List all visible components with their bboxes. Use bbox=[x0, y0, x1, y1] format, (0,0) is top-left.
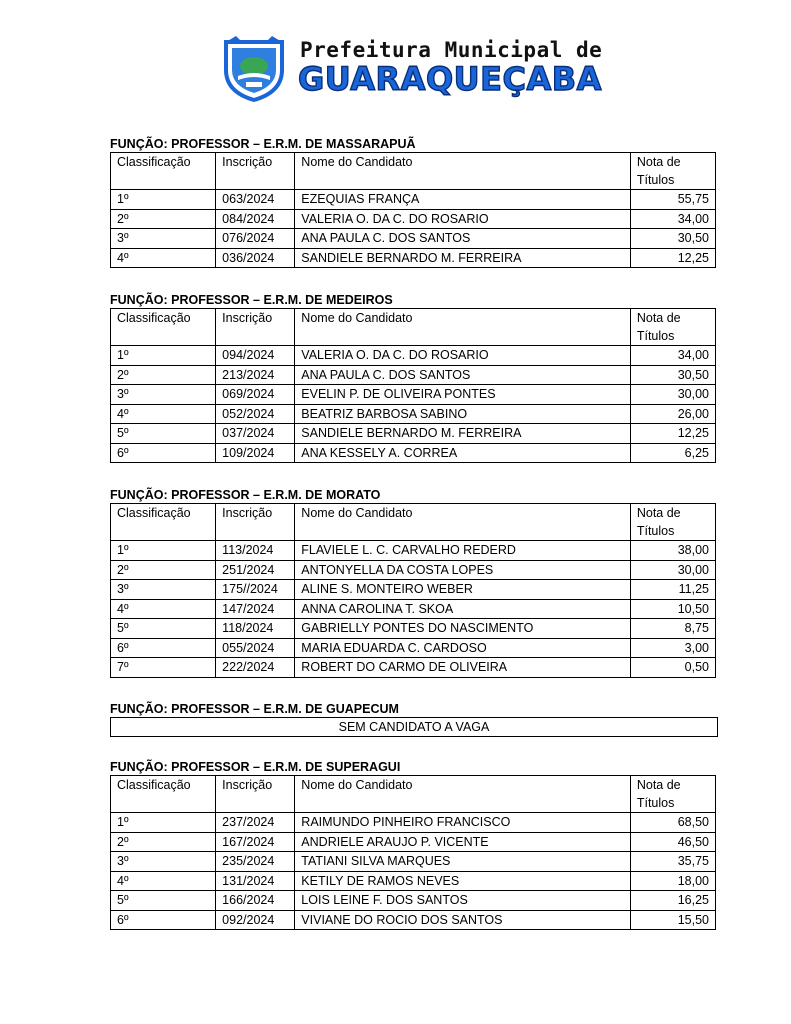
cell-nome: KETILY DE RAMOS NEVES bbox=[295, 871, 631, 891]
cell-rank: 2º bbox=[111, 209, 216, 229]
cell-nome: ALINE S. MONTEIRO WEBER bbox=[295, 580, 631, 600]
col-header-inscricao: Inscrição bbox=[216, 776, 295, 813]
cell-inscricao: 076/2024 bbox=[216, 229, 295, 249]
cell-nome: BEATRIZ BARBOSA SABINO bbox=[295, 404, 631, 424]
cell-inscricao: 109/2024 bbox=[216, 443, 295, 463]
table-row bbox=[111, 599, 716, 619]
cell-nota: 30,00 bbox=[630, 560, 715, 580]
cell-inscricao: 113/2024 bbox=[216, 541, 295, 561]
cell-rank: 6º bbox=[111, 910, 216, 930]
cell-nota: 38,00 bbox=[630, 541, 715, 561]
cell-nome: SANDIELE BERNARDO M. FERREIRA bbox=[295, 424, 631, 444]
cell-rank: 2º bbox=[111, 832, 216, 852]
ranking-table bbox=[110, 308, 716, 463]
table-row bbox=[111, 560, 716, 580]
cell-inscricao: 036/2024 bbox=[216, 248, 295, 268]
col-header-classificacao: Classificação bbox=[111, 153, 216, 190]
cell-nota: 6,25 bbox=[630, 443, 715, 463]
cell-nome: ANNA CAROLINA T. SKOA bbox=[295, 599, 631, 619]
table-row bbox=[111, 404, 716, 424]
col-header-nota: Nota de Títulos bbox=[630, 504, 715, 541]
table-row bbox=[111, 813, 716, 833]
col-header-nome: Nome do Candidato bbox=[295, 776, 631, 813]
col-header-nome: Nome do Candidato bbox=[295, 504, 631, 541]
table-row bbox=[111, 910, 716, 930]
section-morato bbox=[110, 487, 718, 678]
cell-rank: 4º bbox=[111, 248, 216, 268]
cell-nome: EZEQUIAS FRANÇA bbox=[295, 190, 631, 210]
cell-inscricao: 213/2024 bbox=[216, 365, 295, 385]
cell-nota: 16,25 bbox=[630, 891, 715, 911]
section-medeiros bbox=[110, 292, 718, 463]
cell-inscricao: 037/2024 bbox=[216, 424, 295, 444]
cell-nota: 35,75 bbox=[630, 852, 715, 872]
cell-rank: 5º bbox=[111, 891, 216, 911]
cell-nome: LOIS LEINE F. DOS SANTOS bbox=[295, 891, 631, 911]
cell-nota: 26,00 bbox=[630, 404, 715, 424]
col-header-classificacao: Classificação bbox=[111, 309, 216, 346]
section-title: FUNÇÃO: PROFESSOR – E.R.M. DE MORATO bbox=[110, 488, 381, 502]
cell-nome: MARIA EDUARDA C. CARDOSO bbox=[295, 638, 631, 658]
cell-nota: 46,50 bbox=[630, 832, 715, 852]
cell-nota: 34,00 bbox=[630, 209, 715, 229]
table-row bbox=[111, 346, 716, 366]
cell-nota: 11,25 bbox=[630, 580, 715, 600]
cell-inscricao: 092/2024 bbox=[216, 910, 295, 930]
cell-rank: 2º bbox=[111, 365, 216, 385]
cell-nota: 18,00 bbox=[630, 871, 715, 891]
table-header-row bbox=[111, 309, 716, 346]
table-row bbox=[111, 891, 716, 911]
cell-nome: ANDRIELE ARAUJO P. VICENTE bbox=[295, 832, 631, 852]
section-title: FUNÇÃO: PROFESSOR – E.R.M. DE MASSARAPUÃ bbox=[110, 137, 416, 151]
header-title-line1: Prefeitura Municipal de bbox=[300, 38, 603, 62]
ranking-table bbox=[110, 775, 716, 930]
table-header-row bbox=[111, 776, 716, 813]
cell-rank: 6º bbox=[111, 443, 216, 463]
cell-nome: VALERIA O. DA C. DO ROSARIO bbox=[295, 209, 631, 229]
cell-nota: 30,50 bbox=[630, 229, 715, 249]
municipal-header bbox=[222, 36, 603, 102]
cell-nota: 15,50 bbox=[630, 910, 715, 930]
table-row bbox=[111, 385, 716, 405]
cell-inscricao: 131/2024 bbox=[216, 871, 295, 891]
col-header-classificacao: Classificação bbox=[111, 776, 216, 813]
col-header-classificacao: Classificação bbox=[111, 504, 216, 541]
col-header-nota: Nota de Títulos bbox=[630, 153, 715, 190]
table-row bbox=[111, 209, 716, 229]
cell-rank: 4º bbox=[111, 404, 216, 424]
cell-rank: 1º bbox=[111, 346, 216, 366]
col-header-inscricao: Inscrição bbox=[216, 504, 295, 541]
cell-inscricao: 094/2024 bbox=[216, 346, 295, 366]
table-row bbox=[111, 580, 716, 600]
cell-inscricao: 222/2024 bbox=[216, 658, 295, 678]
cell-rank: 3º bbox=[111, 852, 216, 872]
cell-nota: 55,75 bbox=[630, 190, 715, 210]
table-row bbox=[111, 541, 716, 561]
cell-nome: VALERIA O. DA C. DO ROSARIO bbox=[295, 346, 631, 366]
table-row bbox=[111, 832, 716, 852]
cell-nome: ANA PAULA C. DOS SANTOS bbox=[295, 229, 631, 249]
cell-nome: ANA PAULA C. DOS SANTOS bbox=[295, 365, 631, 385]
cell-rank: 1º bbox=[111, 190, 216, 210]
header-title-line2: GUARAQUEÇABA bbox=[298, 60, 602, 98]
cell-nome: ANTONYELLA DA COSTA LOPES bbox=[295, 560, 631, 580]
no-candidate-notice: SEM CANDIDATO A VAGA bbox=[110, 717, 718, 737]
cell-inscricao: 069/2024 bbox=[216, 385, 295, 405]
cell-inscricao: 147/2024 bbox=[216, 599, 295, 619]
cell-rank: 6º bbox=[111, 638, 216, 658]
table-row bbox=[111, 443, 716, 463]
cell-rank: 3º bbox=[111, 229, 216, 249]
col-header-nota: Nota de Títulos bbox=[630, 776, 715, 813]
section-title: FUNÇÃO: PROFESSOR – E.R.M. DE MEDEIROS bbox=[110, 293, 393, 307]
cell-inscricao: 118/2024 bbox=[216, 619, 295, 639]
cell-inscricao: 237/2024 bbox=[216, 813, 295, 833]
table-row bbox=[111, 190, 716, 210]
cell-nome: RAIMUNDO PINHEIRO FRANCISCO bbox=[295, 813, 631, 833]
cell-nome: ANA KESSELY A. CORREA bbox=[295, 443, 631, 463]
cell-nota: 34,00 bbox=[630, 346, 715, 366]
col-header-nome: Nome do Candidato bbox=[295, 309, 631, 346]
col-header-nome: Nome do Candidato bbox=[295, 153, 631, 190]
cell-nome: GABRIELLY PONTES DO NASCIMENTO bbox=[295, 619, 631, 639]
table-header-row bbox=[111, 504, 716, 541]
section-superagui bbox=[110, 759, 718, 930]
cell-nota: 3,00 bbox=[630, 638, 715, 658]
cell-nome: FLAVIELE L. C. CARVALHO REDERD bbox=[295, 541, 631, 561]
cell-rank: 5º bbox=[111, 424, 216, 444]
col-header-nota: Nota de Títulos bbox=[630, 309, 715, 346]
cell-nome: SANDIELE BERNARDO M. FERREIRA bbox=[295, 248, 631, 268]
cell-nota: 12,25 bbox=[630, 424, 715, 444]
cell-inscricao: 055/2024 bbox=[216, 638, 295, 658]
cell-inscricao: 052/2024 bbox=[216, 404, 295, 424]
section-guapecum bbox=[110, 701, 718, 737]
cell-nome: TATIANI SILVA MARQUES bbox=[295, 852, 631, 872]
ranking-table bbox=[110, 152, 716, 268]
cell-rank: 4º bbox=[111, 599, 216, 619]
cell-inscricao: 166/2024 bbox=[216, 891, 295, 911]
table-row bbox=[111, 248, 716, 268]
cell-nome: VIVIANE DO ROCIO DOS SANTOS bbox=[295, 910, 631, 930]
cell-rank: 1º bbox=[111, 813, 216, 833]
table-row bbox=[111, 852, 716, 872]
table-row bbox=[111, 365, 716, 385]
cell-rank: 4º bbox=[111, 871, 216, 891]
cell-rank: 1º bbox=[111, 541, 216, 561]
cell-nome: ROBERT DO CARMO DE OLIVEIRA bbox=[295, 658, 631, 678]
table-row bbox=[111, 871, 716, 891]
cell-rank: 3º bbox=[111, 580, 216, 600]
section-title: FUNÇÃO: PROFESSOR – E.R.M. DE GUAPECUM bbox=[110, 702, 399, 716]
cell-rank: 5º bbox=[111, 619, 216, 639]
cell-nota: 30,00 bbox=[630, 385, 715, 405]
cell-nota: 68,50 bbox=[630, 813, 715, 833]
table-row bbox=[111, 658, 716, 678]
table-row bbox=[111, 619, 716, 639]
coat-of-arms-logo bbox=[222, 36, 286, 102]
cell-inscricao: 235/2024 bbox=[216, 852, 295, 872]
table-row bbox=[111, 424, 716, 444]
cell-nota: 10,50 bbox=[630, 599, 715, 619]
cell-nota: 12,25 bbox=[630, 248, 715, 268]
cell-inscricao: 084/2024 bbox=[216, 209, 295, 229]
cell-nota: 0,50 bbox=[630, 658, 715, 678]
cell-rank: 7º bbox=[111, 658, 216, 678]
cell-rank: 2º bbox=[111, 560, 216, 580]
cell-rank: 3º bbox=[111, 385, 216, 405]
col-header-inscricao: Inscrição bbox=[216, 309, 295, 346]
section-massarapua bbox=[110, 136, 718, 268]
cell-inscricao: 063/2024 bbox=[216, 190, 295, 210]
table-header-row bbox=[111, 153, 716, 190]
table-row bbox=[111, 229, 716, 249]
section-title: FUNÇÃO: PROFESSOR – E.R.M. DE SUPERAGUI bbox=[110, 760, 401, 774]
table-row bbox=[111, 638, 716, 658]
cell-nota: 8,75 bbox=[630, 619, 715, 639]
col-header-inscricao: Inscrição bbox=[216, 153, 295, 190]
cell-nota: 30,50 bbox=[630, 365, 715, 385]
ranking-table bbox=[110, 503, 716, 678]
cell-inscricao: 251/2024 bbox=[216, 560, 295, 580]
cell-inscricao: 175//2024 bbox=[216, 580, 295, 600]
cell-inscricao: 167/2024 bbox=[216, 832, 295, 852]
cell-nome: EVELIN P. DE OLIVEIRA PONTES bbox=[295, 385, 631, 405]
